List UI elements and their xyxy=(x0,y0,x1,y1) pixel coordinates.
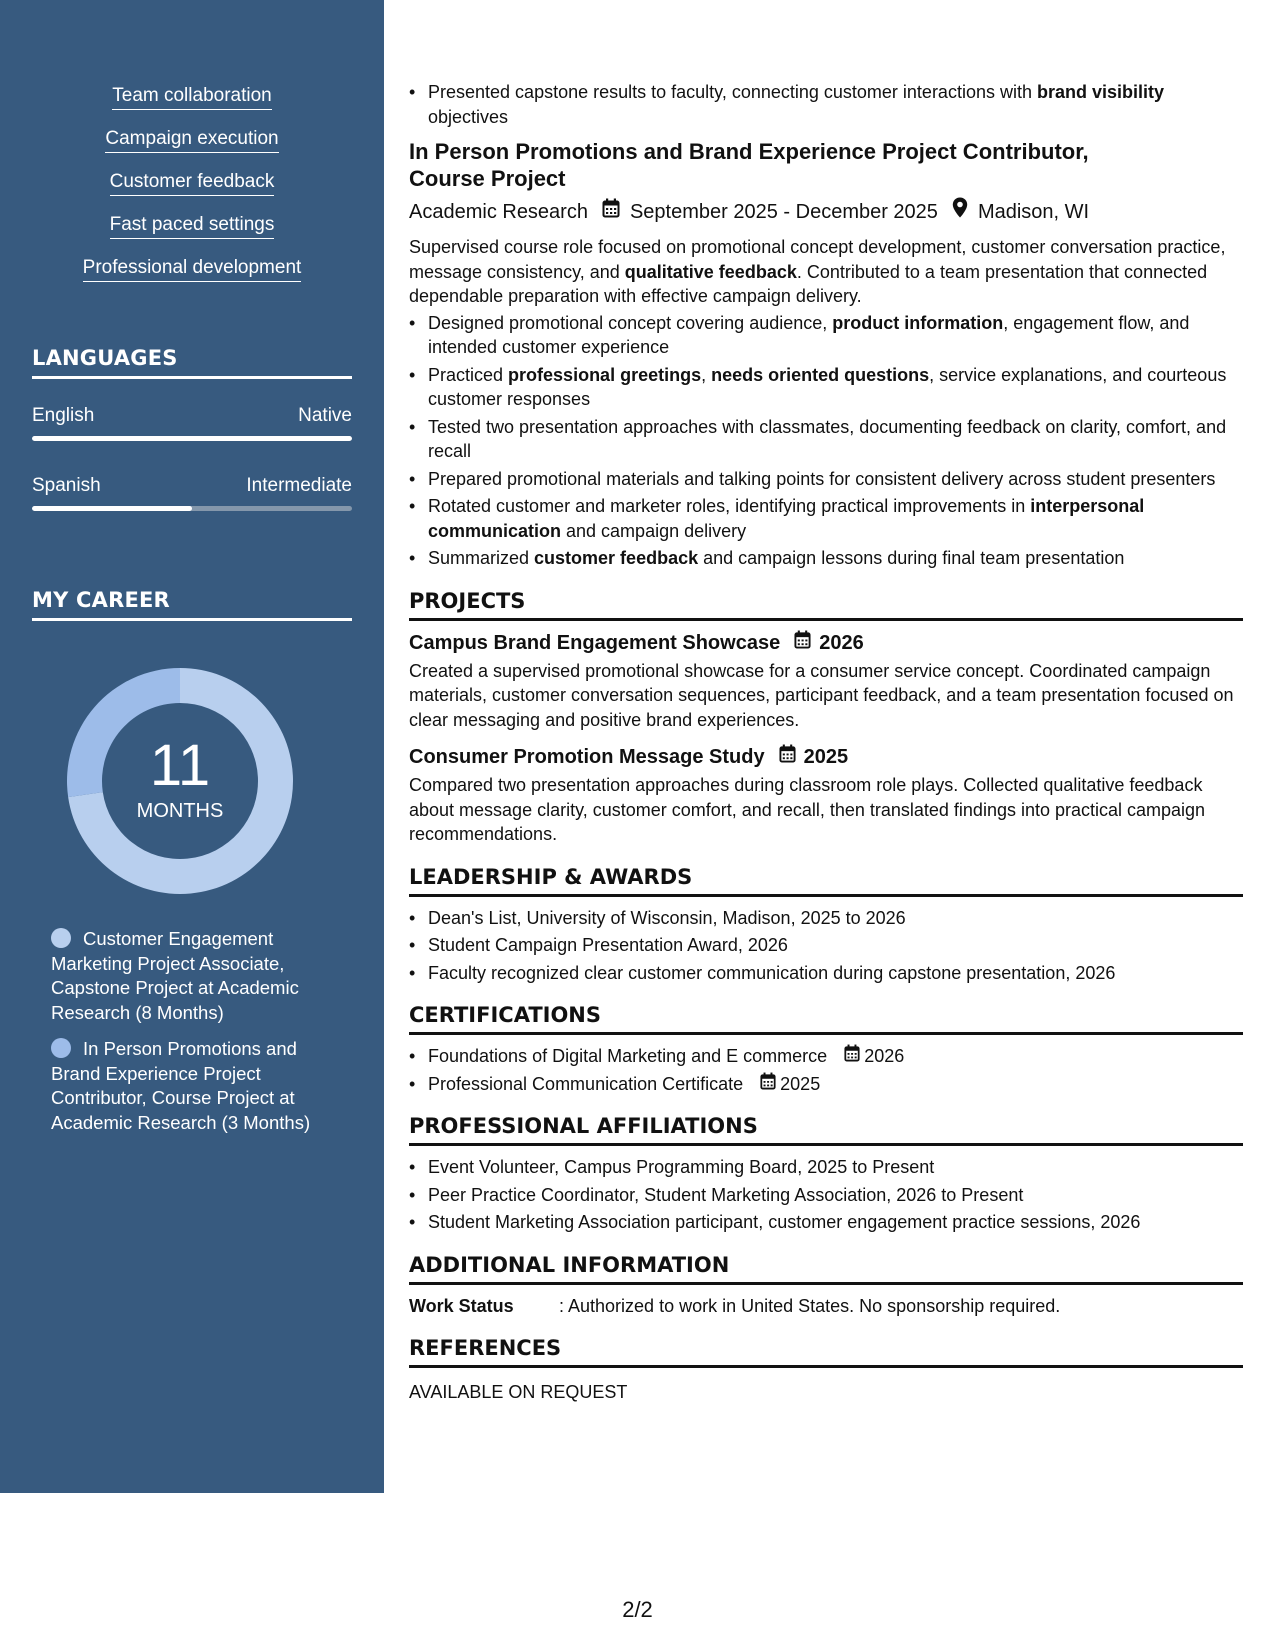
language-proficiency-fill xyxy=(32,506,192,511)
language-proficiency-fill xyxy=(32,436,352,441)
skill-item: Customer feedback xyxy=(110,170,275,196)
career-total-unit: MONTHS xyxy=(136,800,224,822)
career-legend-label: Customer Engagement Marketing Project Associate, Capstone Project at Academic Research (8 Months) xyxy=(51,928,299,1023)
skill-item: Campaign execution xyxy=(105,127,278,153)
certification-name: Foundations of Digital Marketing and E commerce xyxy=(428,1046,828,1066)
bullet-item: • Rotated customer and marketer roles, identifying practical improvements in interpersonal communication and campaign delivery xyxy=(409,494,1243,543)
certification-item xyxy=(409,1072,1243,1097)
language-name: Spanish xyxy=(32,475,101,496)
additional-info-heading: ADDITIONAL INFORMATION xyxy=(409,1252,1243,1285)
leadership-item: • Faculty recognized clear customer communication during capstone presentation, 2026 xyxy=(409,961,1243,986)
language-level: Native xyxy=(298,405,352,426)
work-status-label: Work Status xyxy=(409,1295,514,1316)
leadership-item: • Dean's List, University of Wisconsin, Madison, 2025 to 2026 xyxy=(409,906,1243,931)
career-legend-item xyxy=(51,1037,321,1135)
affiliations-list xyxy=(409,1155,1243,1235)
language-proficiency-bar xyxy=(32,436,352,441)
references-text: AVAILABLE ON REQUEST xyxy=(409,1381,628,1402)
certification-year: 2026 xyxy=(864,1046,905,1066)
job-summary: Supervised course role focused on promotional concept development, customer conversation practice, message consistency, and qualitative feedback. Contributed to a team presentation that connected dependable preparation with effective campaign delivery. xyxy=(409,237,1226,306)
work-status-row xyxy=(409,1294,1243,1318)
references-heading: REFERENCES xyxy=(409,1335,1243,1368)
career-heading: MY CAREER xyxy=(32,588,352,621)
affiliation-item: • Peer Practice Coordinator, Student Marketing Association, 2026 to Present xyxy=(409,1183,1243,1208)
main-content xyxy=(409,80,1243,1404)
career-total-number: 11 xyxy=(149,733,211,798)
project-item xyxy=(409,630,1243,733)
bullet-item: • Practiced professional greetings, needs oriented questions, service explanations, and courteous customer responses xyxy=(409,363,1243,412)
calendar-icon xyxy=(844,1044,860,1069)
calendar-icon xyxy=(602,198,620,226)
bullet-item: • Designed promotional concept covering audience, product information, engagement flow, and intended customer experience xyxy=(409,311,1243,360)
projects-heading: PROJECTS xyxy=(409,588,1243,621)
language-name: English xyxy=(32,405,95,426)
certification-year: 2025 xyxy=(780,1073,821,1094)
project-title: Campus Brand Engagement Showcase xyxy=(409,631,781,654)
certifications-heading: CERTIFICATIONS xyxy=(409,1002,1243,1035)
certifications-list xyxy=(409,1044,1243,1096)
skill-item: Fast paced settings xyxy=(110,213,275,239)
calendar-icon xyxy=(760,1072,776,1097)
certification-name: Professional Communication Certificate xyxy=(428,1073,744,1094)
calendar-icon xyxy=(794,630,811,656)
job-title: In Person Promotions and Brand Experience Project Contributor, Course Project xyxy=(409,139,1089,191)
job-bullets xyxy=(409,311,1243,571)
job-location: Madison, WI xyxy=(977,200,1090,223)
work-status-value: : Authorized to work in United States. No sponsorship required. xyxy=(559,1295,1061,1316)
legend-dot xyxy=(51,928,71,948)
languages-heading: LANGUAGES xyxy=(32,346,352,379)
career-legend-item xyxy=(51,927,321,1025)
legend-dot xyxy=(51,1038,71,1058)
career-legend xyxy=(51,927,321,1147)
language-english xyxy=(32,404,352,441)
language-spanish xyxy=(32,474,352,511)
leadership-heading: LEADERSHIP & AWARDS xyxy=(409,864,1243,897)
skills-list xyxy=(0,84,384,299)
job-meta xyxy=(409,197,1243,226)
language-level: Intermediate xyxy=(246,475,352,496)
project-year: 2025 xyxy=(803,746,849,768)
leadership-list xyxy=(409,906,1243,986)
skill-item: Team collaboration xyxy=(112,84,271,110)
career-donut-chart xyxy=(65,666,295,896)
certification-item xyxy=(409,1044,1243,1069)
leadership-item: • Student Campaign Presentation Award, 2026 xyxy=(409,933,1243,958)
project-year: 2026 xyxy=(819,631,864,654)
project-item xyxy=(409,744,1243,847)
project-description: Created a supervised promotional showcase for a consumer service concept. Coordinated campaign materials, customer conversation sequences, participant feedback, and a team presentation focused on clear messaging and positive brand experiences. xyxy=(409,660,1234,730)
affiliations-heading: PROFESSIONAL AFFILIATIONS xyxy=(409,1113,1243,1146)
bullet-item: • Tested two presentation approaches with classmates, documenting feedback on clarity, comfort, and recall xyxy=(409,415,1243,464)
bullet-item: • Prepared promotional materials and talking points for consistent delivery across student presenters xyxy=(409,467,1243,492)
project-title: Consumer Promotion Message Study xyxy=(409,746,765,768)
company-name: Academic Research xyxy=(409,200,588,223)
career-legend-label: In Person Promotions and Brand Experience Project Contributor, Course Project at Academic Research (3 Months) xyxy=(51,1038,311,1133)
skill-item: Professional development xyxy=(83,256,302,282)
language-proficiency-bar xyxy=(32,506,352,511)
bullet-item: • Presented capstone results to faculty, connecting customer interactions with brand visibility objectives xyxy=(409,80,1243,129)
affiliation-item: • Event Volunteer, Campus Programming Board, 2025 to Present xyxy=(409,1155,1243,1180)
page-number: 2/2 xyxy=(622,1597,653,1622)
previous-job-bullets xyxy=(409,80,1243,129)
project-description: Compared two presentation approaches during classroom role plays. Collected qualitative feedback about message clarity, customer comfort, and recall, then translated findings into practical campaign recommendations. xyxy=(409,775,1206,844)
bullet-item: • Summarized customer feedback and campaign lessons during final team presentation xyxy=(409,546,1243,571)
location-pin-icon xyxy=(952,197,968,226)
calendar-icon xyxy=(779,744,796,770)
job-dates: September 2025 - December 2025 xyxy=(629,200,938,223)
sidebar xyxy=(0,0,384,1493)
affiliation-item: • Student Marketing Association participant, customer engagement practice sessions, 2026 xyxy=(409,1210,1243,1235)
